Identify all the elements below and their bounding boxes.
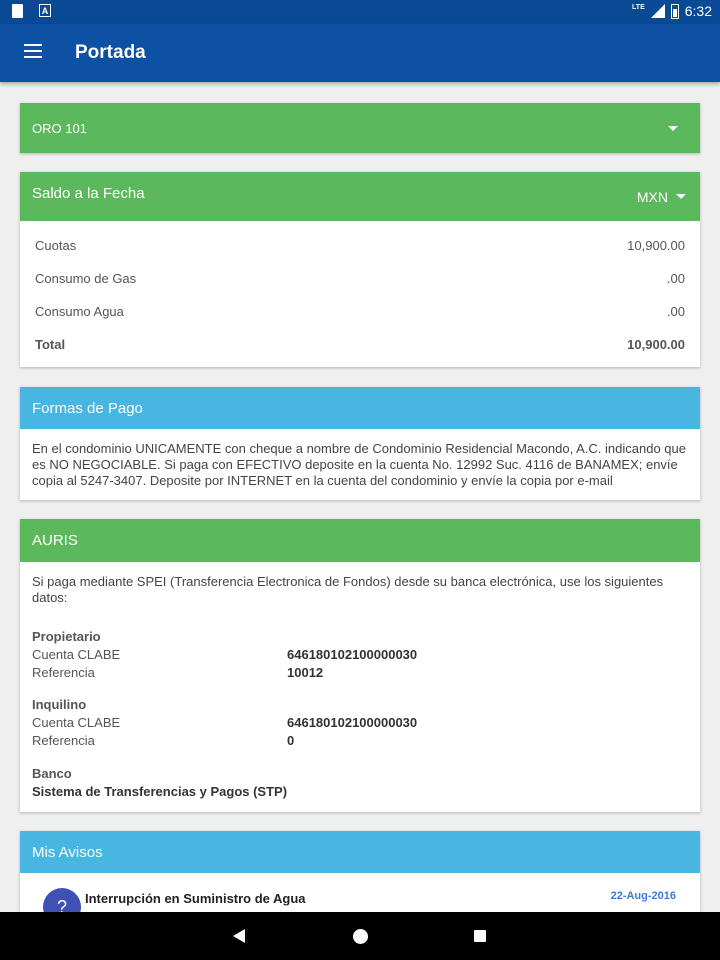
propietario-section bbox=[32, 628, 688, 682]
saldo-total-value: 10,900.00 bbox=[627, 337, 685, 352]
unit-selector[interactable] bbox=[20, 103, 700, 153]
propietario-label: Propietario bbox=[32, 629, 101, 644]
inquilino-section bbox=[32, 696, 688, 750]
aviso-date: 22-Aug-2016 bbox=[610, 890, 676, 902]
auris-intro: Si paga mediante SPEI (Transferencia Electronica de Fondos) desde su banca electrónica, use los siguientes datos: bbox=[32, 574, 664, 605]
saldo-row-value: .00 bbox=[666, 271, 685, 286]
saldo-row-label: Consumo Agua bbox=[35, 304, 124, 319]
saldo-row-label: Cuotas bbox=[35, 238, 77, 253]
battery-icon bbox=[671, 4, 679, 19]
propietario-clabe: 646180102100000030 bbox=[287, 647, 418, 662]
inquilino-referencia: 0 bbox=[287, 733, 295, 748]
recent-apps-icon[interactable] bbox=[474, 930, 486, 942]
formas-pago-card bbox=[20, 387, 700, 500]
clabe-label: Cuenta CLABE bbox=[32, 647, 121, 662]
system-nav-bar bbox=[0, 912, 720, 960]
saldo-row-value: 10,900.00 bbox=[627, 238, 685, 253]
saldo-row-label: Consumo de Gas bbox=[35, 271, 137, 286]
referencia-label: Referencia bbox=[32, 733, 95, 748]
banco-label: Banco bbox=[32, 766, 72, 781]
status-bar bbox=[0, 0, 720, 24]
clock: 6:32 bbox=[684, 3, 712, 19]
aviso-item[interactable] bbox=[20, 873, 700, 912]
avisos-title: Mis Avisos bbox=[32, 843, 103, 861]
banco-section bbox=[32, 765, 688, 801]
aviso-title: Interrupción en Suministro de Agua bbox=[85, 891, 306, 906]
sd-card-icon bbox=[12, 4, 23, 18]
currency-selector[interactable] bbox=[637, 189, 690, 205]
page-title: Portada bbox=[75, 42, 146, 63]
inquilino-clabe: 646180102100000030 bbox=[287, 715, 418, 730]
aviso-avatar: ? bbox=[43, 888, 81, 912]
formas-pago-text: En el condominio UNICAMENTE con cheque a nombre de Condominio Residencial Macondo, A.C. indicando que es NO NEGOCIABLE. Si paga con EFECTIVO deposite en la cuenta No. 12992 Suc. 4116 de BANAMEX; envíe copia al 5247-3407. Deposite por INTERNET en la cuenta del condominio y envíe la copia por e-mail bbox=[32, 441, 686, 488]
formas-pago-title: Formas de Pago bbox=[32, 399, 143, 417]
referencia-label: Referencia bbox=[32, 665, 95, 680]
auris-card bbox=[20, 519, 700, 812]
saldo-row-value: .00 bbox=[666, 304, 685, 319]
auris-title: AURIS bbox=[32, 532, 78, 549]
propietario-referencia: 10012 bbox=[287, 665, 324, 680]
dropdown-arrow-icon bbox=[668, 126, 678, 131]
app-bar bbox=[0, 24, 720, 82]
unit-selector-value: ORO 101 bbox=[32, 120, 87, 136]
home-icon[interactable] bbox=[353, 929, 368, 944]
menu-icon[interactable] bbox=[24, 44, 42, 58]
inquilino-label: Inquilino bbox=[32, 697, 87, 712]
saldo-row bbox=[20, 262, 700, 295]
saldo-row bbox=[20, 295, 700, 328]
font-a-icon: A bbox=[39, 4, 51, 17]
banco-value: Sistema de Transferencias y Pagos (STP) bbox=[32, 784, 288, 799]
signal-icon bbox=[651, 4, 665, 18]
clabe-label: Cuenta CLABE bbox=[32, 715, 121, 730]
saldo-total-label: Total bbox=[35, 337, 66, 352]
dropdown-arrow-icon bbox=[676, 194, 686, 199]
back-icon[interactable] bbox=[233, 929, 245, 943]
saldo-total-row bbox=[20, 328, 700, 361]
saldo-title: Saldo a la Fecha bbox=[32, 185, 145, 202]
saldo-row bbox=[20, 229, 700, 262]
currency-value: MXN bbox=[636, 188, 668, 205]
avisos-card bbox=[20, 831, 700, 912]
saldo-card bbox=[20, 172, 700, 367]
network-type: LTE bbox=[632, 3, 645, 11]
